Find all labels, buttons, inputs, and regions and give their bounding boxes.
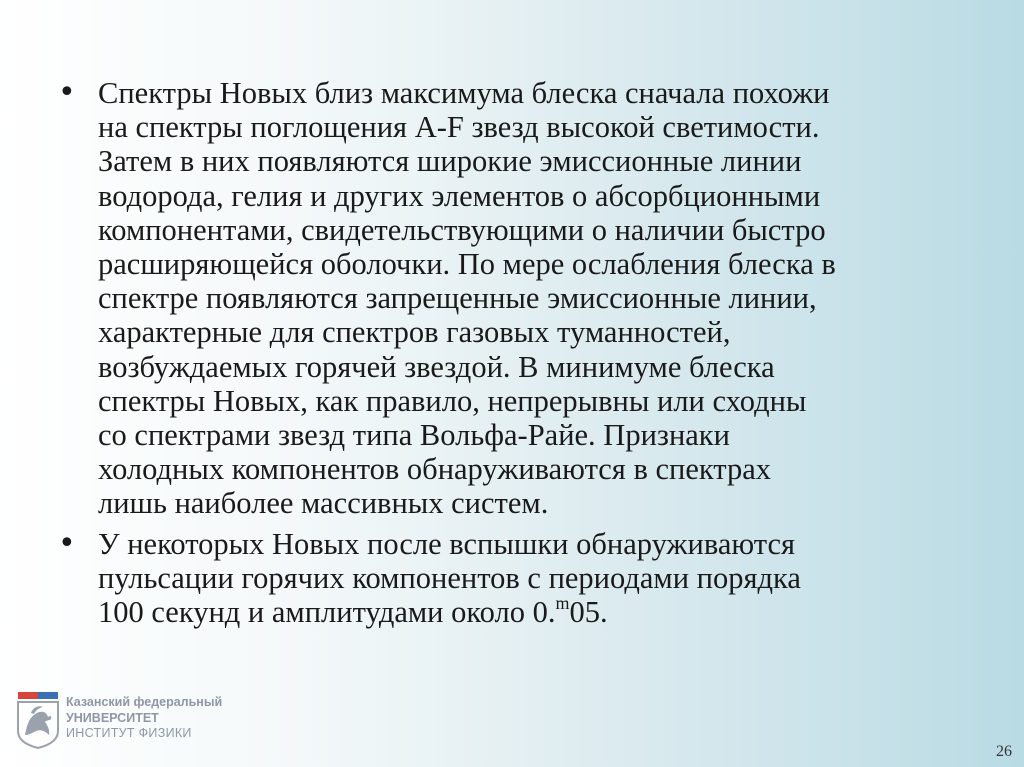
bullet-line: лишь наиболее массивных систем. [98,486,549,521]
bullet-line: холодных компонентов обнаруживаются в спектрах [98,452,772,487]
slide-content [58,76,958,635]
bullet-line: характерные для спектров газовых туманностей, [98,315,731,350]
university-line1: Казанский федеральный [66,695,223,709]
institute-name: ИНСТИТУТ ФИЗИКИ [66,726,192,740]
bullet-line: возбуждаемых горячей звездой. В минимуме блеска [98,349,775,384]
bullet-line: компонентами, свидетельствующими о наличии быстро [98,212,826,247]
bullet-line: водорода, гелия и других элементов о абсорбционными [98,178,821,213]
university-name [66,695,222,742]
bullet-line: со спектрами звезд типа Вольфа-Райе. Признаки [98,418,730,453]
university-logo [17,691,237,751]
bullet-line: спектры Новых, как правило, непрерывны или сходны [98,383,807,418]
bullet-marker: • [58,525,76,561]
line-suffix: 05. [569,595,608,630]
kfu-emblem-icon [17,691,59,749]
bullet-marker: • [58,75,76,110]
bullet-item [58,527,958,630]
bullet-item [58,76,958,521]
bullet-line: пульсации горячих компонентов с периодами порядка [98,560,801,595]
line-prefix: 100 секунд и амплитудами около 0. [98,595,556,630]
bullet-line: У некоторых Новых после вспышки обнаруживаются [98,526,796,561]
bullet-line: Затем в них появляются широкие эмиссионные линии [98,144,802,179]
university-line2: УНИВЕРСИТЕТ [66,710,159,725]
magnitude-superscript: m [555,593,570,614]
bullet-line: расширяющейся оболочки. По мере ослабления блеска в [98,247,836,282]
bullet-line: на спектры поглощения A-F звезд высокой светимости. [98,110,820,145]
bullet-line-with-superscript [98,595,958,629]
bullet-line: Спектры Новых близ максимума блеска сначала похожи [98,76,830,110]
page-number: 26 [996,743,1012,760]
bullet-line: спектре появляются запрещенные эмиссионные линии, [98,281,817,316]
